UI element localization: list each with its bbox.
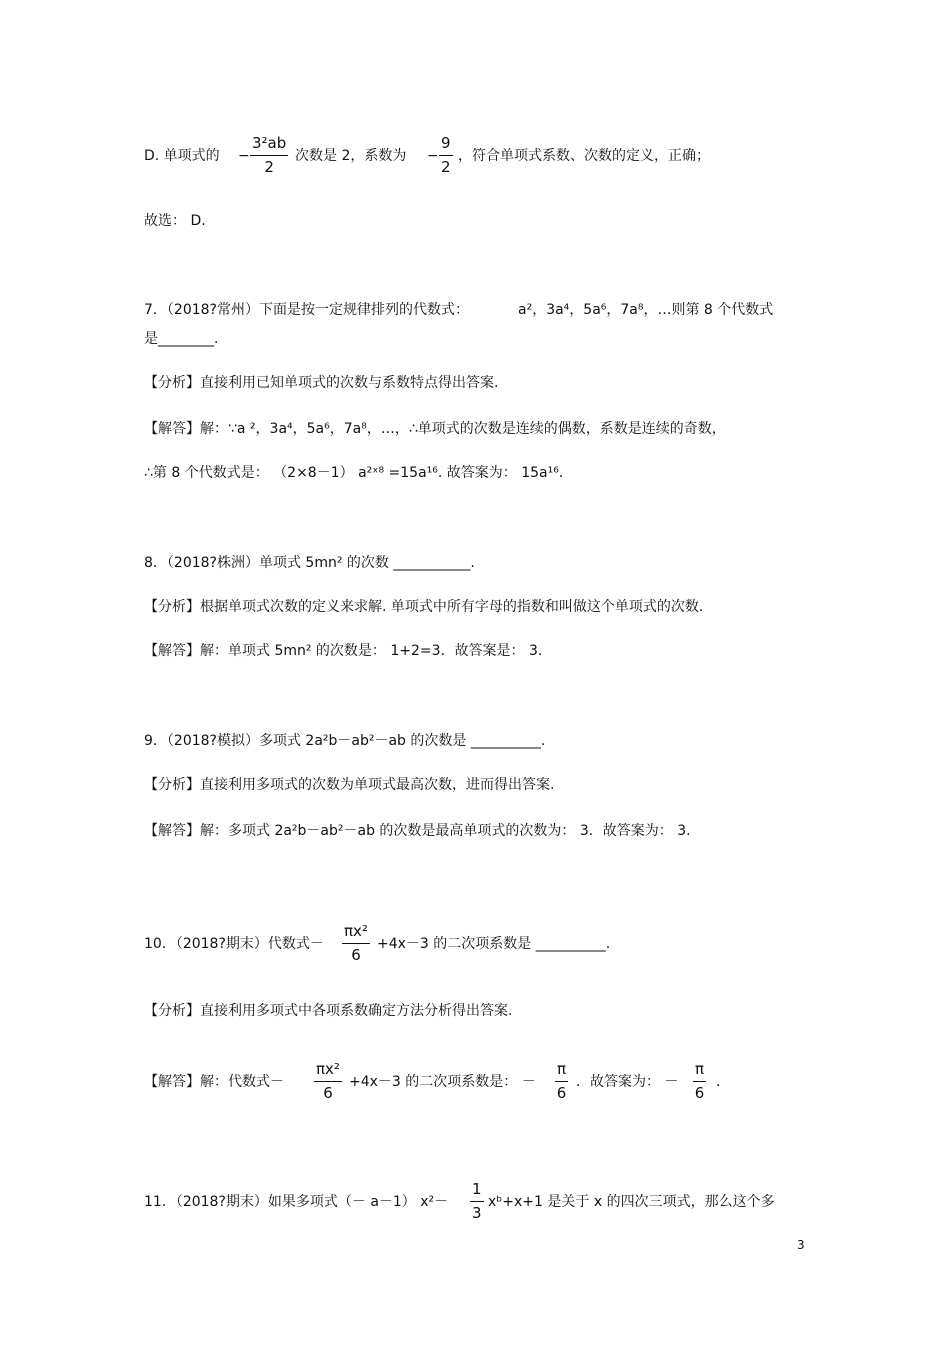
q10-solution-end: . xyxy=(716,1074,721,1090)
d-option-mid: 次数是 2，系数为 xyxy=(295,148,407,164)
fraction-9-over-2 xyxy=(439,133,453,178)
q10-solution-prefix: 【解答】解：代数式－ xyxy=(144,1074,284,1090)
q7-analysis: 【分析】直接利用已知单项式的次数与系数特点得出答案. xyxy=(144,375,499,391)
q10-solution-mid: +4x－3 的二次项系数是： － xyxy=(349,1074,536,1090)
fraction-pi-over-6 xyxy=(555,1059,568,1104)
fraction-numerator: π xyxy=(693,1059,706,1082)
fraction-numerator: π xyxy=(555,1059,568,1082)
q8-analysis: 【分析】根据单项式次数的定义来求解. 单项式中所有字母的指数和叫做这个单项式的次数. xyxy=(144,599,704,615)
fraction-denominator: 3 xyxy=(472,1204,482,1222)
fraction-1-over-3 xyxy=(470,1179,484,1224)
q10-analysis: 【分析】直接利用多项式中各项系数确定方法分析得出答案. xyxy=(144,1003,513,1019)
q10-tail: +4x－3 的二次项系数是 __________. xyxy=(377,936,611,952)
q10-label: 10．（2018?期末）代数式－ xyxy=(144,936,324,952)
q11-tail: xᵇ+x+1 是关于 x 的四次三项式，那么这个多 xyxy=(488,1194,775,1210)
fraction-pi-x-sq-over-6 xyxy=(342,921,370,966)
fraction-3sq-ab-over-2 xyxy=(250,133,288,178)
q11-label: 11．（2018?期末）如果多项式（－ a－1） x²－ xyxy=(144,1194,449,1210)
q8-label: 8．（2018?株洲）单项式 5mn² 的次数 ___________. xyxy=(144,555,475,571)
fraction-denominator: 6 xyxy=(694,1084,705,1102)
fraction-denominator: 2 xyxy=(264,158,274,176)
fraction-numerator: 3²ab xyxy=(250,133,288,156)
d-option-suffix: ，符合单项式系数、次数的定义，正确； xyxy=(458,148,710,164)
q7-solution-1: 【解答】解：∵a ²，3a⁴，5a⁶，7a⁸，…，∴单项式的次数是连续的偶数，系数是连续的奇数， xyxy=(144,421,726,437)
fraction-numerator: πx² xyxy=(314,1059,342,1082)
d-option-prefix: D. 单项式的 xyxy=(144,148,220,164)
q7-line2: 是________. xyxy=(144,331,219,347)
fraction-numerator: 9 xyxy=(439,133,453,156)
q9-label: 9．（2018?模拟）多项式 2a²b－ab²－ab 的次数是 __________. xyxy=(144,733,546,749)
fraction-denominator: 6 xyxy=(323,1084,333,1102)
fraction-denominator: 6 xyxy=(351,946,361,964)
q8-solution: 【解答】解：单项式 5mn² 的次数是： 1+2=3．故答案是： 3. xyxy=(144,643,543,659)
q9-solution: 【解答】解：多项式 2a²b－ab²－ab 的次数是最高单项式的次数为： 3．故答案为： 3. xyxy=(144,823,691,839)
minus-sign: − xyxy=(427,148,439,164)
fraction-pi-x-sq-over-6 xyxy=(314,1059,342,1104)
q7-label: 7．（2018?常州）下面是按一定规律排列的代数式： xyxy=(144,302,469,318)
fraction-numerator: πx² xyxy=(342,921,370,944)
q10-solution-mid2: ．故答案为： － xyxy=(576,1074,679,1090)
fraction-denominator: 6 xyxy=(556,1084,567,1102)
fraction-denominator: 2 xyxy=(441,158,451,176)
minus-sign: − xyxy=(238,148,250,164)
q9-analysis: 【分析】直接利用多项式的次数为单项式最高次数，进而得出答案. xyxy=(144,777,555,793)
fraction-pi-over-6 xyxy=(693,1059,706,1104)
q7-sequence: a²，3a⁴，5a⁶，7a⁸，…则第 8 个代数式 xyxy=(518,302,774,318)
q7-solution-2: ∴第 8 个代数式是： （2×8－1） a²ˣ⁸ =15a¹⁶. 故答案为： 15a¹⁶. xyxy=(144,465,564,481)
choose-answer: 故选： D. xyxy=(144,213,206,229)
page-number: 3 xyxy=(797,1238,805,1252)
fraction-numerator: 1 xyxy=(470,1179,484,1202)
